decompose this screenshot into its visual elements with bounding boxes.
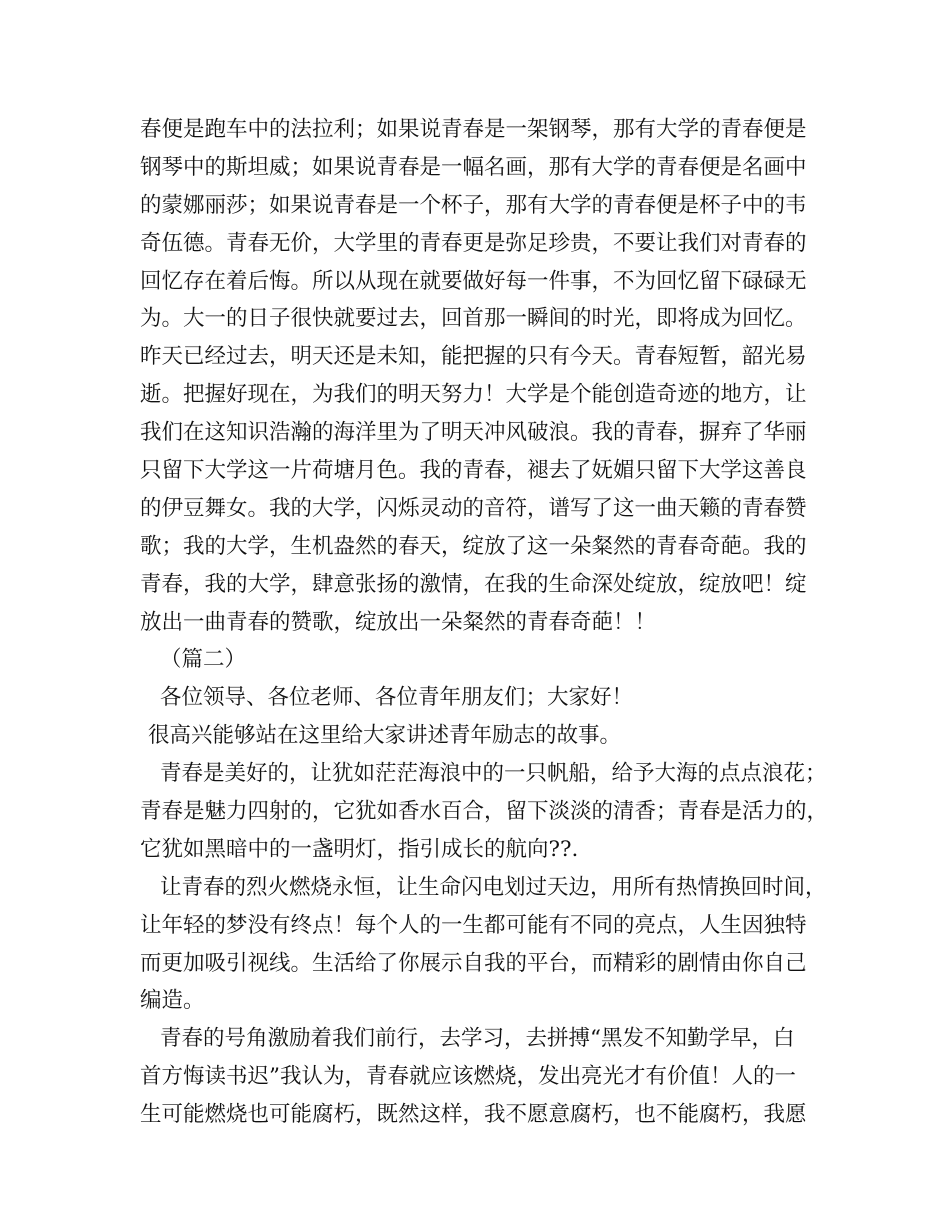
text-line: 让年轻的梦没有终点！每个人的一生都可能有不同的亮点，人生因独特 [140,912,807,938]
text-line: 为。大一的日子很快就要过去，回首那一瞬间的时光，即将成为回忆。 [140,306,807,332]
text-line: 只留下大学这一片荷塘月色。我的青春，褪去了妩媚只留下大学这善良 [140,458,807,484]
text-line: 首方悔读书迟”我认为，青春就应该燃烧，发出亮光才有价值！人的一 [140,1064,796,1090]
body-text [140,111,840,1134]
text-line: 它犹如黑暗中的一盏明灯，指引成长的航向??. [140,836,579,862]
text-line: 歌；我的大学，生机盎然的春天，绽放了这一朵粲然的青春奇葩。我的 [140,533,807,559]
text-line: 春便是跑车中的法拉利；如果说青春是一架钢琴，那有大学的青春便是 [140,117,807,142]
text-line: 让青春的烈火燃烧永恒，让生命闪电划过天边，用所有热情换回时间， [160,874,827,900]
text-line: 奇伍德。青春无价，大学里的青春更是弥足珍贵，不要让我们对青春的 [140,230,807,256]
text-line: 钢琴中的斯坦威；如果说青春是一幅名画，那有大学的青春便是名画中 [140,154,807,180]
greeting-line: 各位领导、各位老师、各位青年朋友们；大家好！ [160,685,634,711]
text-line: 的伊豆舞女。我的大学，闪烁灵动的音符，谱写了这一曲天籁的青春赞 [140,495,807,521]
text-line: 青春是魅力四射的，它犹如香水百合，留下淡淡的清香；青春是活力的， [140,799,829,825]
text-line: 青春是美好的，让犹如茫茫海浪中的一只帆船，给予大海的点点浪花； [160,761,827,787]
text-line: 昨天已经过去，明天还是未知，能把握的只有今天。青春短暂，韶光易 [140,344,807,370]
text-line: 逝。把握好现在，为我们的明天努力！大学是个能创造奇迹的地方，让 [140,382,807,408]
text-line: 回忆存在着后悔。所以从现在就要做好每一件事，不为回忆留下碌碌无 [140,268,807,294]
text-line: 青春，我的大学，肆意张扬的激情，在我的生命深处绽放，绽放吧！绽 [140,571,807,597]
text-line: 很高兴能够站在这里给大家讲述青年励志的故事。 [148,723,622,749]
section-heading: （篇二） [160,647,247,673]
text-line: 生可能燃烧也可能腐朽，既然这样，我不愿意腐朽，也不能腐朽，我愿 [140,1102,807,1128]
text-line: 的蒙娜丽莎；如果说青春是一个杯子，那有大学的青春便是杯子中的韦 [140,192,807,218]
text-line: 编造。 [140,988,205,1014]
text-line: 青春的号角激励着我们前行，去学习，去拼搏“黑发不知勤学早，白 [160,1026,795,1052]
text-line: 我们在这知识浩瀚的海洋里为了明天冲风破浪。我的青春，摒弃了华丽 [140,420,807,446]
text-line: 而更加吸引视线。生活给了你展示自我的平台，而精彩的剧情由你自己 [140,950,807,976]
text-line: 放出一曲青春的赞歌，绽放出一朵粲然的青春奇葩！！ [140,609,657,635]
